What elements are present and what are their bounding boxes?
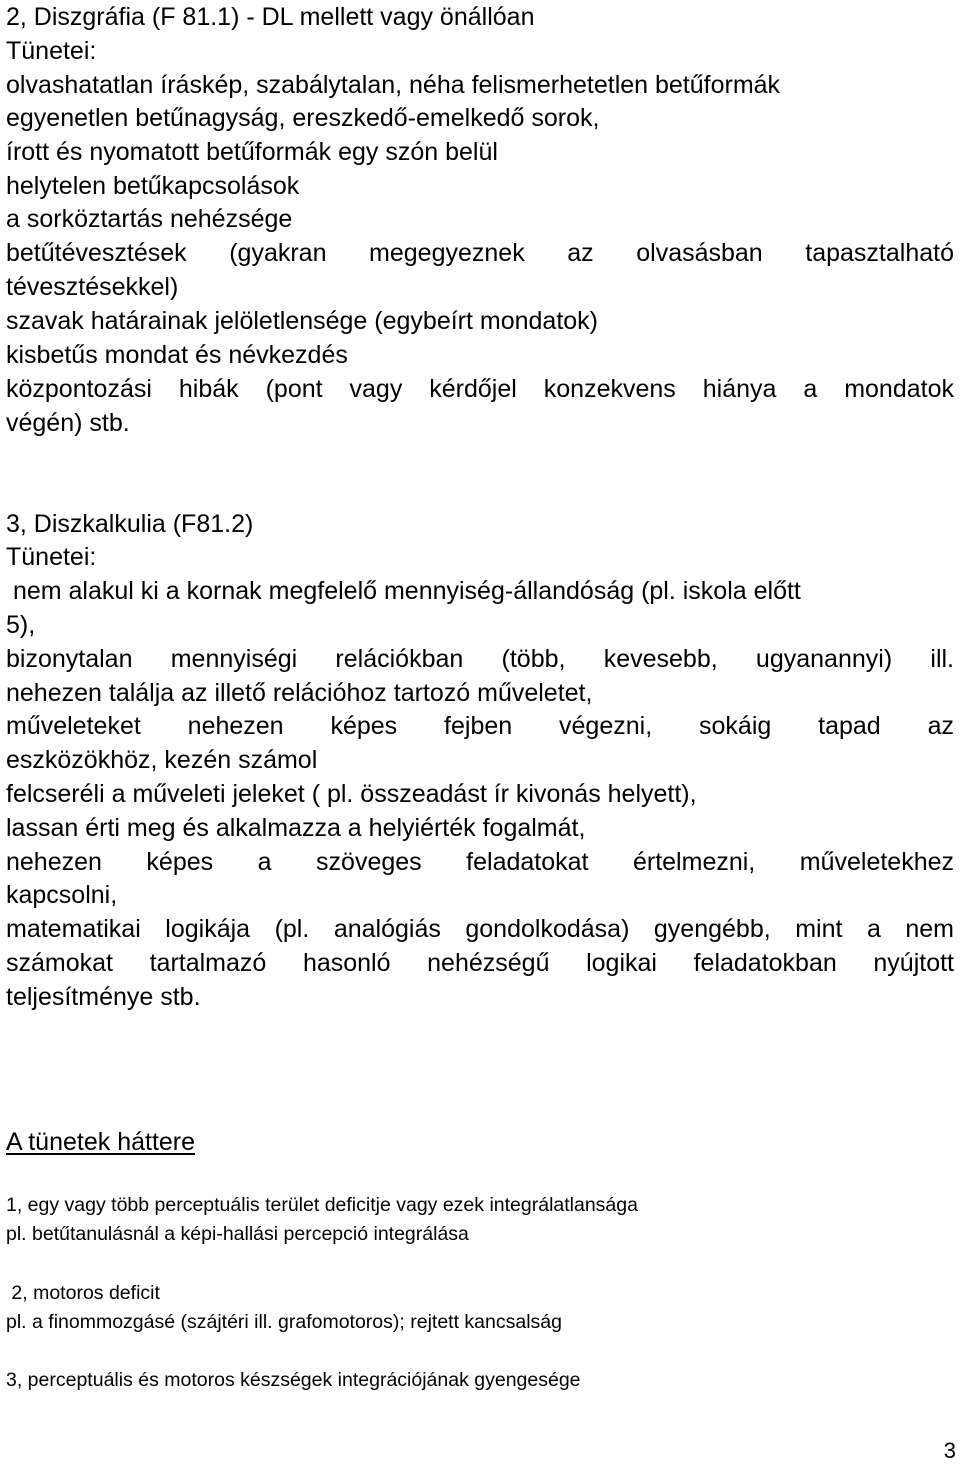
dyscalculia-line: kapcsolni, bbox=[6, 881, 118, 909]
dyscalculia-line: nehezen képes a szöveges feladatokat értelmezni, műveletekhez bbox=[6, 848, 954, 876]
dysgraphia-line: központozási hibák (pont vagy kérdőjel konzekvens hiánya a mondatok bbox=[6, 375, 954, 403]
dysgraphia-line: a sorköztartás nehézsége bbox=[6, 205, 293, 233]
dysgraphia-line: betűtévesztések (gyakran megegyeznek az olvasásban tapasztalható bbox=[6, 239, 954, 267]
background-line: 2, motoros deficit bbox=[6, 1282, 160, 1304]
page-number: 3 bbox=[943, 1438, 956, 1463]
dyscalculia-line: felcseréli a műveleti jeleket ( pl. összeadást ír kivonás helyett), bbox=[6, 780, 697, 808]
dyscalculia-line: teljesítménye stb. bbox=[6, 983, 201, 1011]
dyscalculia-line: bizonytalan mennyiségi relációkban (több, kevesebb, ugyanannyi) ill. bbox=[6, 645, 954, 673]
dyscalculia-line: nem alakul ki a kornak megfelelő mennyiség-állandóság (pl. iskola előtt bbox=[6, 577, 801, 605]
dysgraphia-symptoms-label: Tünetei: bbox=[6, 37, 97, 65]
dyscalculia-line: 5), bbox=[6, 611, 36, 639]
dyscalculia-line: műveleteket nehezen képes fejben végezni, sokáig tapad az bbox=[6, 712, 954, 740]
dyscalculia-heading: 3, Diszkalkulia (F81.2) bbox=[6, 510, 254, 538]
dysgraphia-line: írott és nyomatott betűformák egy szón belül bbox=[6, 138, 498, 166]
dysgraphia-line: olvashatatlan íráskép, szabálytalan, néha felismerhetetlen betűformák bbox=[6, 71, 781, 99]
dysgraphia-heading: 2, Diszgráfia (F 81.1) - DL mellett vagy önállóan bbox=[6, 3, 535, 31]
background-line: 1, egy vagy több perceptuális terület deficitje vagy ezek integrálatlansága bbox=[6, 1194, 638, 1216]
dysgraphia-line: egyenetlen betűnagyság, ereszkedő-emelkedő sorok, bbox=[6, 104, 600, 132]
dysgraphia-line: végén) stb. bbox=[6, 409, 130, 437]
dysgraphia-line: kisbetűs mondat és névkezdés bbox=[6, 341, 348, 369]
background-heading: A tünetek háttere bbox=[6, 1128, 196, 1156]
dyscalculia-line: matematikai logikája (pl. analógiás gondolkodása) gyengébb, mint a nem bbox=[6, 915, 954, 943]
dyscalculia-line: nehezen találja az illető relációhoz tartozó műveletet, bbox=[6, 679, 593, 707]
dysgraphia-line: tévesztésekkel) bbox=[6, 273, 179, 301]
dyscalculia-line: eszközökhöz, kezén számol bbox=[6, 746, 318, 774]
background-line: pl. betűtanulásnál a képi-hallási percepció integrálása bbox=[6, 1223, 469, 1245]
dysgraphia-line: szavak határainak jelöletlensége (egybeírt mondatok) bbox=[6, 307, 599, 335]
background-line: 3, perceptuális és motoros készségek integrációjának gyengesége bbox=[6, 1369, 581, 1391]
background-line: pl. a finommozgásé (szájtéri ill. grafomotoros); rejtett kancsalság bbox=[6, 1311, 562, 1333]
dyscalculia-line: lassan érti meg és alkalmazza a helyiérték fogalmát, bbox=[6, 814, 586, 842]
dysgraphia-line: helytelen betűkapcsolások bbox=[6, 172, 300, 200]
dyscalculia-line: számokat tartalmazó hasonló nehézségű logikai feladatokban nyújtott bbox=[6, 949, 954, 977]
dyscalculia-symptoms-label: Tünetei: bbox=[6, 543, 97, 571]
